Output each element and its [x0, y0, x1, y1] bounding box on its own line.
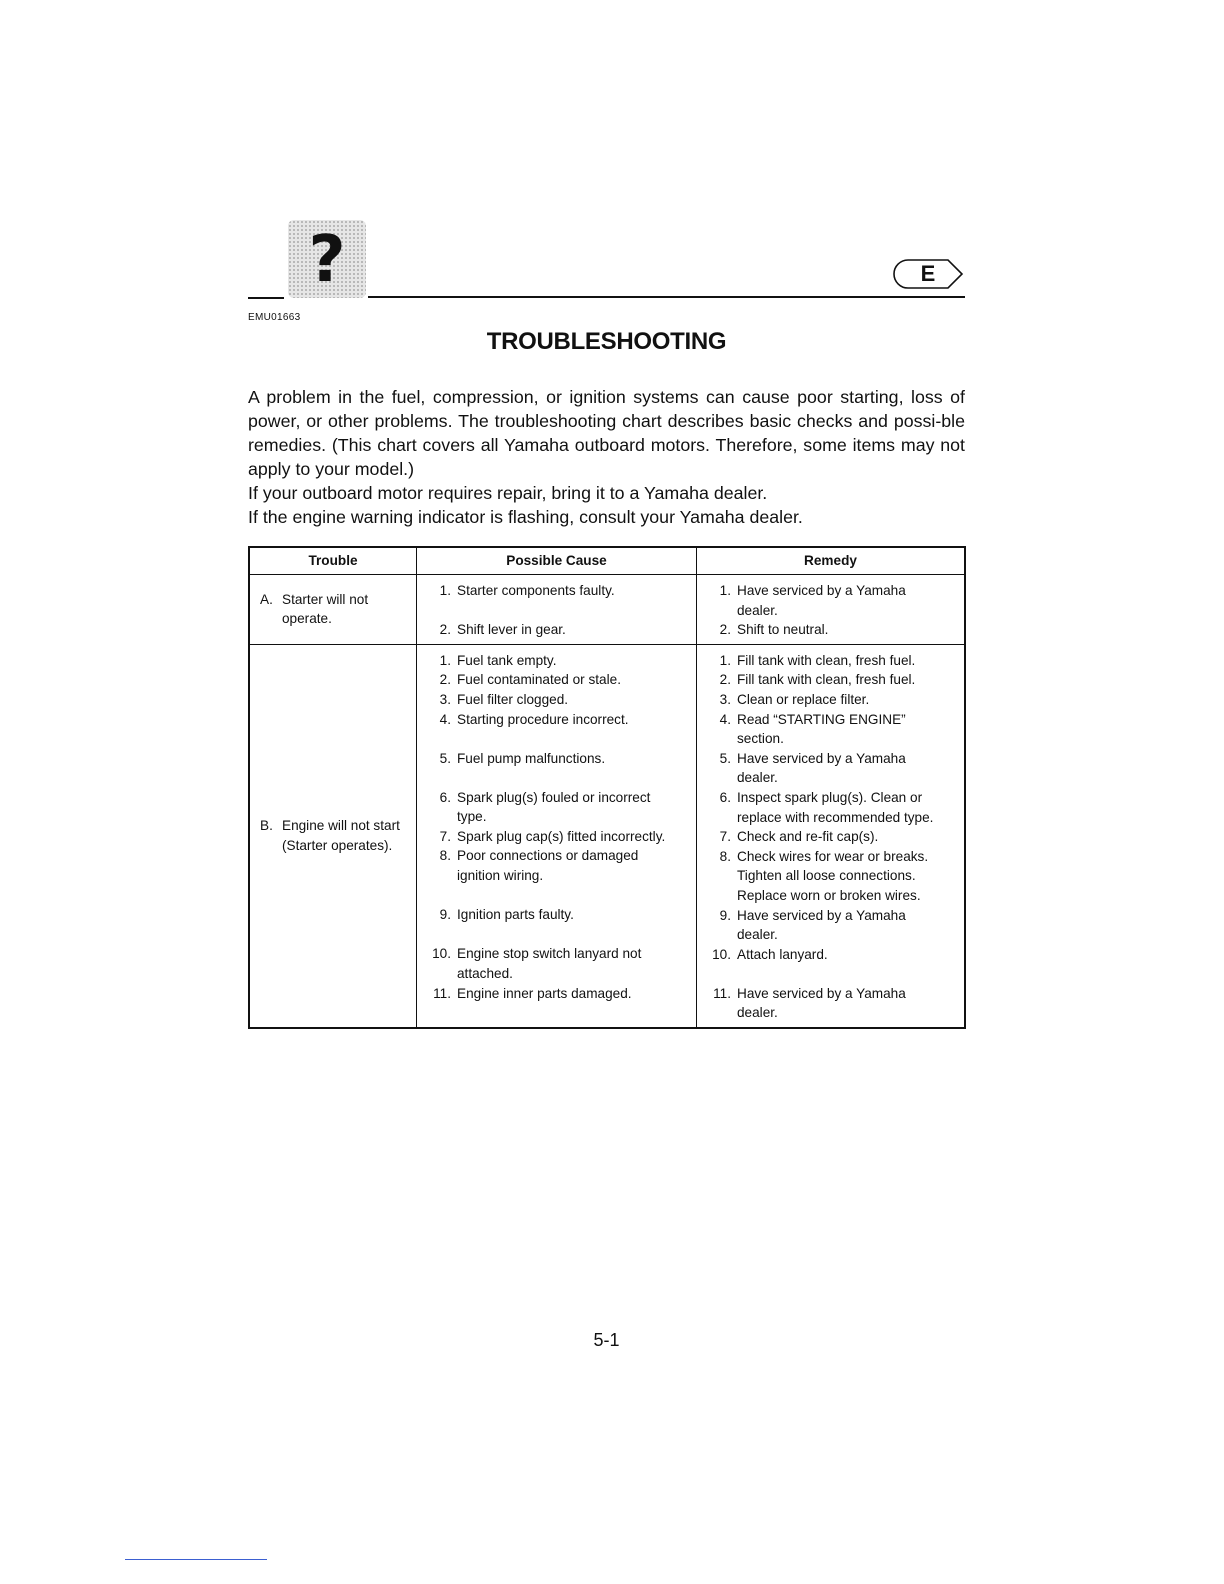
troubleshooting-table — [248, 546, 966, 1029]
item-text: Starting procedure incorrect. — [457, 711, 629, 727]
item-text: Spark plug cap(s) fitted incorrectly. — [457, 828, 666, 844]
trouble-cell — [249, 644, 417, 1028]
question-mark-icon: ? — [308, 223, 346, 297]
cause-item — [429, 710, 690, 749]
cause-item — [429, 581, 690, 620]
item-number: 11. — [433, 985, 451, 1001]
item-number: 2. — [439, 672, 451, 688]
item-number: 2. — [439, 622, 451, 637]
item-text: Fuel filter clogged. — [457, 691, 569, 707]
remedy-item — [709, 945, 958, 984]
table-row — [249, 644, 965, 1028]
trouble-text: Engine will not start (Starter operates). — [282, 818, 400, 853]
item-number: 1. — [439, 583, 451, 598]
document-code: EMU01663 — [248, 312, 301, 323]
item-number: 1. — [719, 583, 731, 598]
remedy-item — [709, 847, 947, 906]
item-number: 4. — [439, 711, 451, 727]
page-number: 5-1 — [593, 1330, 620, 1350]
item-text: Spark plug(s) fouled or incorrect type. — [457, 789, 651, 825]
item-text: Poor connections or damaged ignition wiring. — [457, 848, 639, 883]
cause-item — [429, 827, 690, 847]
cause-item — [429, 651, 690, 671]
trouble-letter: B. — [260, 818, 273, 834]
item-number: 1. — [439, 652, 451, 668]
remedy-item — [709, 827, 958, 847]
item-text: Shift to neutral. — [737, 622, 829, 638]
remedy-item — [709, 620, 958, 640]
item-text: Inspect spark plug(s). Clean or replace with recommended type. — [737, 789, 934, 825]
cause-item — [429, 670, 690, 690]
table-header-row — [249, 547, 965, 575]
remedy-item — [709, 984, 924, 1023]
item-number: 10. — [432, 946, 451, 962]
item-text: Engine stop switch lanyard not attached. — [457, 946, 642, 981]
item-text: Fill tank with clean, fresh fuel. — [737, 652, 916, 668]
cause-cell — [417, 575, 697, 645]
item-number: 7. — [439, 828, 451, 844]
column-header-possible-cause: Possible Cause — [417, 547, 697, 575]
item-number: 9. — [719, 907, 731, 923]
remedy-item — [709, 581, 958, 620]
cause-item — [429, 944, 669, 983]
item-number: 3. — [439, 691, 451, 707]
item-text: Have serviced by a Yamaha dealer. — [737, 750, 906, 786]
column-header-remedy: Remedy — [697, 547, 966, 575]
item-text: Starter components faulty. — [457, 583, 615, 598]
cause-item — [429, 905, 690, 944]
troubleshooting-section-icon — [288, 220, 366, 298]
intro-paragraph: If the engine warning indicator is flashing, consult your Yamaha dealer. — [248, 507, 803, 527]
cause-item — [429, 620, 690, 640]
remedy-item — [709, 690, 958, 710]
item-text: Shift lever in gear. — [457, 622, 566, 637]
item-text: Clean or replace filter. — [737, 691, 870, 707]
cause-item — [429, 690, 690, 710]
column-header-trouble: Trouble — [249, 547, 417, 575]
item-number: 7. — [719, 829, 731, 845]
item-number: 1. — [719, 652, 731, 668]
item-number: 3. — [719, 691, 731, 707]
remedy-item — [709, 651, 958, 671]
cause-item — [429, 788, 669, 827]
item-text: Check and re-fit cap(s). — [737, 829, 879, 845]
remedy-item — [709, 670, 958, 690]
item-text: Fill tank with clean, fresh fuel. — [737, 672, 916, 688]
item-number: 2. — [719, 672, 731, 688]
trouble-text: Starter will not operate. — [282, 591, 369, 627]
item-text: Check wires for wear or breaks. Tighten all loose connections. Replace worn or broken wires. — [737, 848, 929, 903]
item-text: Ignition parts faulty. — [457, 907, 574, 923]
cause-cell — [417, 644, 697, 1028]
item-number: 6. — [439, 789, 451, 805]
item-text: Fuel tank empty. — [457, 652, 557, 668]
item-number: 8. — [439, 848, 451, 864]
item-number: 10. — [712, 946, 731, 962]
item-text: Attach lanyard. — [737, 946, 828, 962]
intro-paragraph: A problem in the fuel, compression, or ignition systems can cause poor starting, loss of power, or other problems. The troubleshooting chart describes basic checks and possi-ble remedies. (This chart covers all Yamaha outboard motors. Therefore, some items may not apply to your model.) — [248, 387, 965, 479]
item-text: Fuel contaminated or stale. — [457, 672, 621, 688]
footer-rule — [125, 1559, 267, 1560]
remedy-item — [709, 749, 924, 788]
item-text: Fuel pump malfunctions. — [457, 750, 606, 766]
remedy-cell — [697, 644, 966, 1028]
item-text: Engine inner parts damaged. — [457, 985, 632, 1001]
item-text: Read “STARTING ENGINE” section. — [737, 711, 906, 747]
item-text: Have serviced by a Yamaha dealer. — [737, 907, 906, 943]
cause-item — [429, 846, 669, 905]
cause-item — [429, 749, 690, 788]
trouble-letter: A. — [260, 591, 273, 607]
header-rule-left — [248, 297, 284, 299]
header-rule — [368, 296, 965, 298]
item-number: 11. — [713, 985, 731, 1001]
language-badge — [892, 256, 964, 292]
page-title: TROUBLESHOOTING — [486, 328, 727, 355]
item-number: 5. — [719, 750, 731, 766]
remedy-item — [709, 788, 958, 827]
table-row — [249, 575, 965, 645]
item-number: 5. — [439, 750, 451, 766]
item-number: 8. — [719, 848, 731, 864]
item-number: 9. — [439, 907, 451, 923]
intro-paragraph: If your outboard motor requires repair, bring it to a Yamaha dealer. — [248, 483, 768, 503]
item-number: 4. — [719, 711, 731, 727]
intro-text — [248, 385, 965, 529]
item-number: 6. — [719, 789, 731, 805]
cause-item — [429, 984, 690, 1004]
item-number: 2. — [719, 622, 731, 638]
remedy-item — [709, 710, 924, 749]
remedy-cell — [697, 575, 966, 645]
remedy-item — [709, 906, 924, 945]
item-text: Have serviced by a Yamaha dealer. — [737, 985, 906, 1021]
language-letter: E — [920, 261, 936, 286]
item-text: Have serviced by a Yamaha dealer. — [737, 583, 906, 618]
trouble-cell — [249, 575, 417, 645]
